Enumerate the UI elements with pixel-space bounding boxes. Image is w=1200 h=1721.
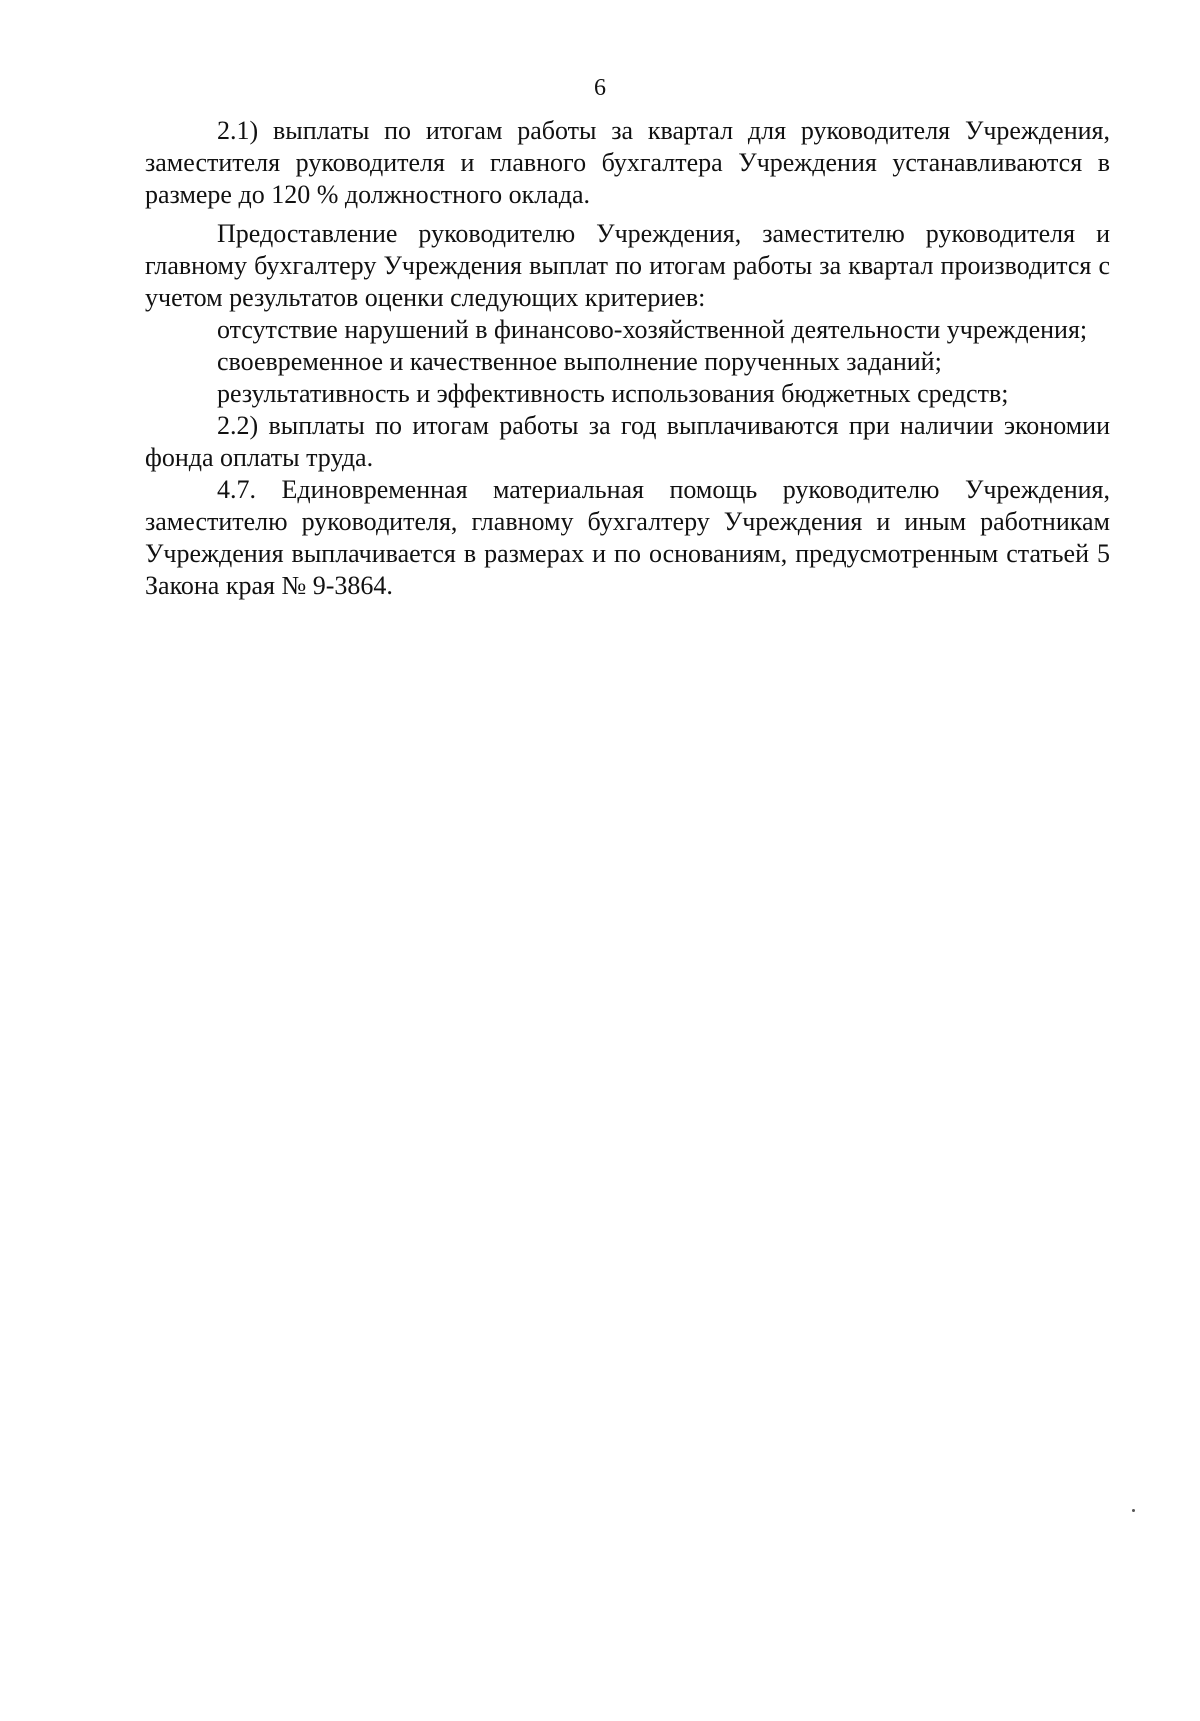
- scan-speck: [1132, 1509, 1135, 1512]
- criterion-item: отсутствие нарушений в финансово-хозяйственной деятельности учреждения;: [217, 315, 1088, 344]
- document-body: [145, 115, 1110, 602]
- page-number: 6: [594, 75, 606, 101]
- paragraph-4-7: 4.7. Единовременная материальная помощь руководителю Учреждения, заместителю руководителя, главному бухгалтеру Учреждения и иным работникам Учреждения выплачивается в размерах и по основаниям, предусмотренным статьей 5 Закона края № 9-3864.: [145, 475, 1110, 600]
- criterion-item: результативность и эффективность использования бюджетных средств;: [217, 379, 1009, 408]
- paragraph-2-2: 2.2) выплаты по итогам работы за год выплачиваются при наличии экономии фонда оплаты труда.: [145, 411, 1110, 472]
- paragraph-criteria-intro: Предоставление руководителю Учреждения, заместителю руководителя и главному бухгалтеру Учреждения выплат по итогам работы за квартал производится с учетом результатов оценки следующих критериев:: [145, 219, 1110, 312]
- paragraph-2-1: 2.1) выплаты по итогам работы за квартал для руководителя Учреждения, заместителя руководителя и главного бухгалтера Учреждения устанавливаются в размере до 120 % должностного оклада.: [145, 116, 1110, 209]
- criterion-item: своевременное и качественное выполнение порученных заданий;: [217, 347, 942, 376]
